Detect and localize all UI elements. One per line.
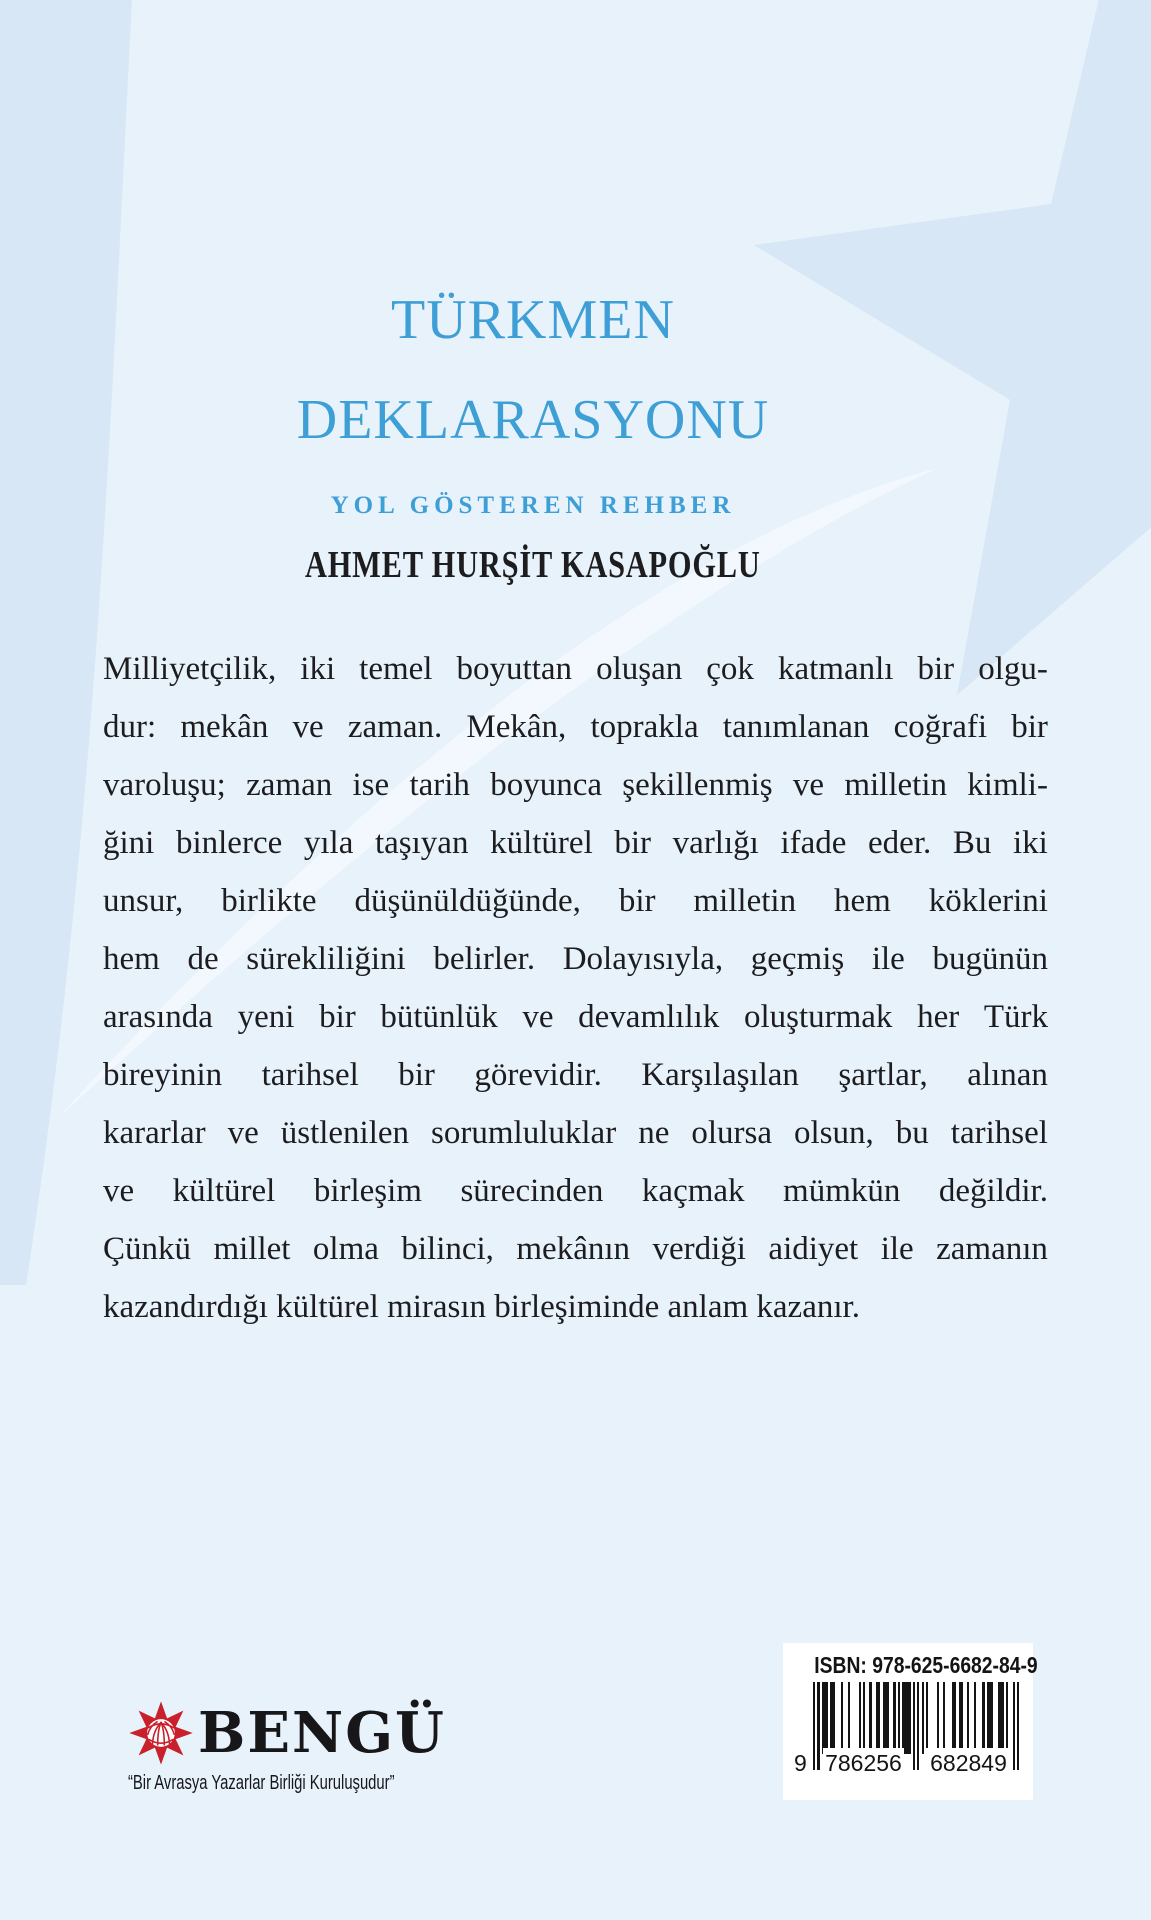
- publisher-name: BENGÜ: [198, 1700, 446, 1766]
- paragraph-line: bireyinin tarihsel bir görevidir. Karşılaşılan şartlar, alınan: [103, 1057, 1048, 1093]
- paragraph-line: ğini binlerce yıla taşıyan kültürel bir varlığı ifade eder. Bu iki: [103, 825, 1048, 861]
- publisher-tagline-row: [128, 1771, 488, 1795]
- author-name: AHMET HURŞİT KASAPOĞLU: [305, 544, 761, 586]
- book-title: [0, 270, 1066, 470]
- ean13-barcode: [794, 1682, 1019, 1794]
- bengu-star-icon: [128, 1700, 194, 1766]
- isbn-label: ISBN: 978-625-6682-84-9: [814, 1652, 1038, 1678]
- paragraph-line: ve kültürel birleşim sürecinden kaçmak mümkün değildir.: [103, 1173, 1048, 1209]
- publisher-tagline: “Bir Avrasya Yazarlar Birliği Kuruluşudur”: [128, 1772, 395, 1794]
- barcode-digit-lead: 9: [794, 1750, 807, 1776]
- book-subtitle: YOL GÖSTEREN REHBER: [330, 492, 736, 519]
- book-title-line2: DEKLARASYONU: [296, 389, 770, 451]
- paragraph-line: Milliyetçilik, iki temel boyuttan oluşan çok katmanlı bir olgu-: [103, 651, 1048, 687]
- isbn-label-row: [793, 1652, 1038, 1678]
- publisher-logo: [128, 1700, 488, 1795]
- paragraph-line: unsur, birlikte düşünüldüğünde, bir milletin hem köklerini: [103, 883, 1048, 919]
- title-block: [0, 270, 1066, 596]
- barcode-digits-left: 786256: [825, 1750, 902, 1776]
- paragraph-line: hem de sürekliliğini belirler. Dolayısıyla, geçmiş ile bugünün: [103, 941, 1048, 977]
- back-cover-text: [103, 640, 1048, 1336]
- book-title-line1: TÜRKMEN: [391, 289, 675, 351]
- paragraph-line: kararlar ve üstlenilen sorumluluklar ne olursa olsun, bu tarihsel: [103, 1115, 1048, 1151]
- paragraph-line: Çünkü millet olma bilinci, mekânın verdiği aidiyet ile zamanın: [103, 1231, 1048, 1267]
- paragraph-line: dur: mekân ve zaman. Mekân, toprakla tanımlanan coğrafi bir: [103, 709, 1048, 745]
- paragraph-line: arasında yeni bir bütünlük ve devamlılık oluşturmak her Türk: [103, 999, 1048, 1035]
- isbn-box: [783, 1643, 1038, 1800]
- paragraph-line: varoluşu; zaman ise tarih boyunca şekillenmiş ve milletin kimli-: [103, 767, 1048, 803]
- paragraph-line-last: kazandırdığı kültürel mirasın birleşiminde anlam kazanır.: [103, 1289, 860, 1325]
- barcode-digits-right: 682849: [926, 1748, 1010, 1776]
- author-line: [0, 542, 1066, 596]
